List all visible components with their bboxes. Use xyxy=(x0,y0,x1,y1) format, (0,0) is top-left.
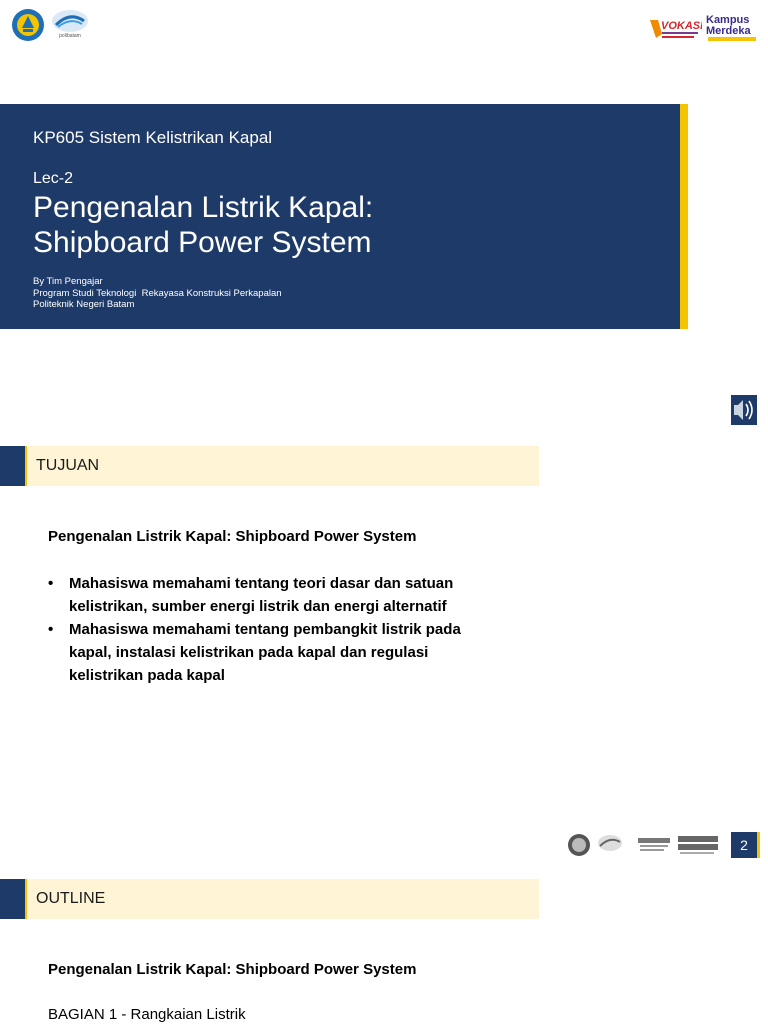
bullet-2-line-3: kelistrikan pada kapal xyxy=(69,667,225,684)
page-number-accent xyxy=(757,832,760,858)
bullet-2-line-1: Mahasiswa memahami tentang pembangkit listrik pada xyxy=(69,621,461,638)
bullet-2-line-2: kapal, instalasi kelistrikan pada kapal dan regulasi xyxy=(69,644,429,661)
polibatam-logo-icon xyxy=(50,9,90,41)
tujuan-subtitle: Pengenalan Listrik Kapal: Shipboard Power System xyxy=(48,528,417,545)
tujuan-section-bar xyxy=(0,446,25,486)
kampus-logo-line2: Merdeka xyxy=(706,25,751,37)
bullet-glyph: • xyxy=(48,621,54,638)
course-title: KP605 Sistem Kelistrikan Kapal xyxy=(33,128,273,147)
kampus-merdeka-logo-icon xyxy=(704,12,760,44)
kampus-logo-line1: Kampus xyxy=(706,14,750,26)
main-title-line2: Shipboard Power System xyxy=(33,226,372,259)
outline-part-1: BAGIAN 1 - Rangkaian Listrik xyxy=(48,1006,246,1023)
byline xyxy=(33,276,282,311)
title-accent-bar xyxy=(680,104,688,329)
footer-logos-icon xyxy=(566,832,724,858)
vokasi-logo-text: VOKASI xyxy=(661,20,702,32)
list-item xyxy=(48,572,528,618)
lecture-number: Lec-2 xyxy=(33,170,74,187)
byline-institution: Politeknik Negeri Batam xyxy=(33,299,135,310)
byline-author: By Tim Pengajar xyxy=(33,276,103,287)
vokasi-logo-icon xyxy=(648,14,702,44)
kemdikbud-logo-icon xyxy=(11,8,45,42)
list-item xyxy=(48,618,528,687)
outline-section-title: OUTLINE xyxy=(36,890,106,907)
bullet-1-line-2: kelistrikan, sumber energi listrik dan energi alternatif xyxy=(69,598,447,615)
outline-section-band xyxy=(25,879,539,919)
polibatam-logo-text: polibatam xyxy=(59,33,81,39)
tujuan-section-title: TUJUAN xyxy=(36,457,100,474)
bullet-glyph: • xyxy=(48,575,54,592)
tujuan-bullet-list xyxy=(48,572,528,687)
main-title xyxy=(33,190,653,260)
byline-program: Program Studi Teknologi Rekayasa Konstruksi Perkapalan xyxy=(33,287,282,299)
main-title-line1: Pengenalan Listrik Kapal: xyxy=(33,191,374,224)
tujuan-section-band xyxy=(25,446,539,486)
page-number: 2 xyxy=(731,832,757,858)
outline-subtitle: Pengenalan Listrik Kapal: Shipboard Power System xyxy=(48,961,417,978)
bullet-1-line-1: Mahasiswa memahami tentang teori dasar dan satuan xyxy=(69,575,454,592)
speaker-icon[interactable] xyxy=(728,393,758,425)
outline-section-bar xyxy=(0,879,25,919)
